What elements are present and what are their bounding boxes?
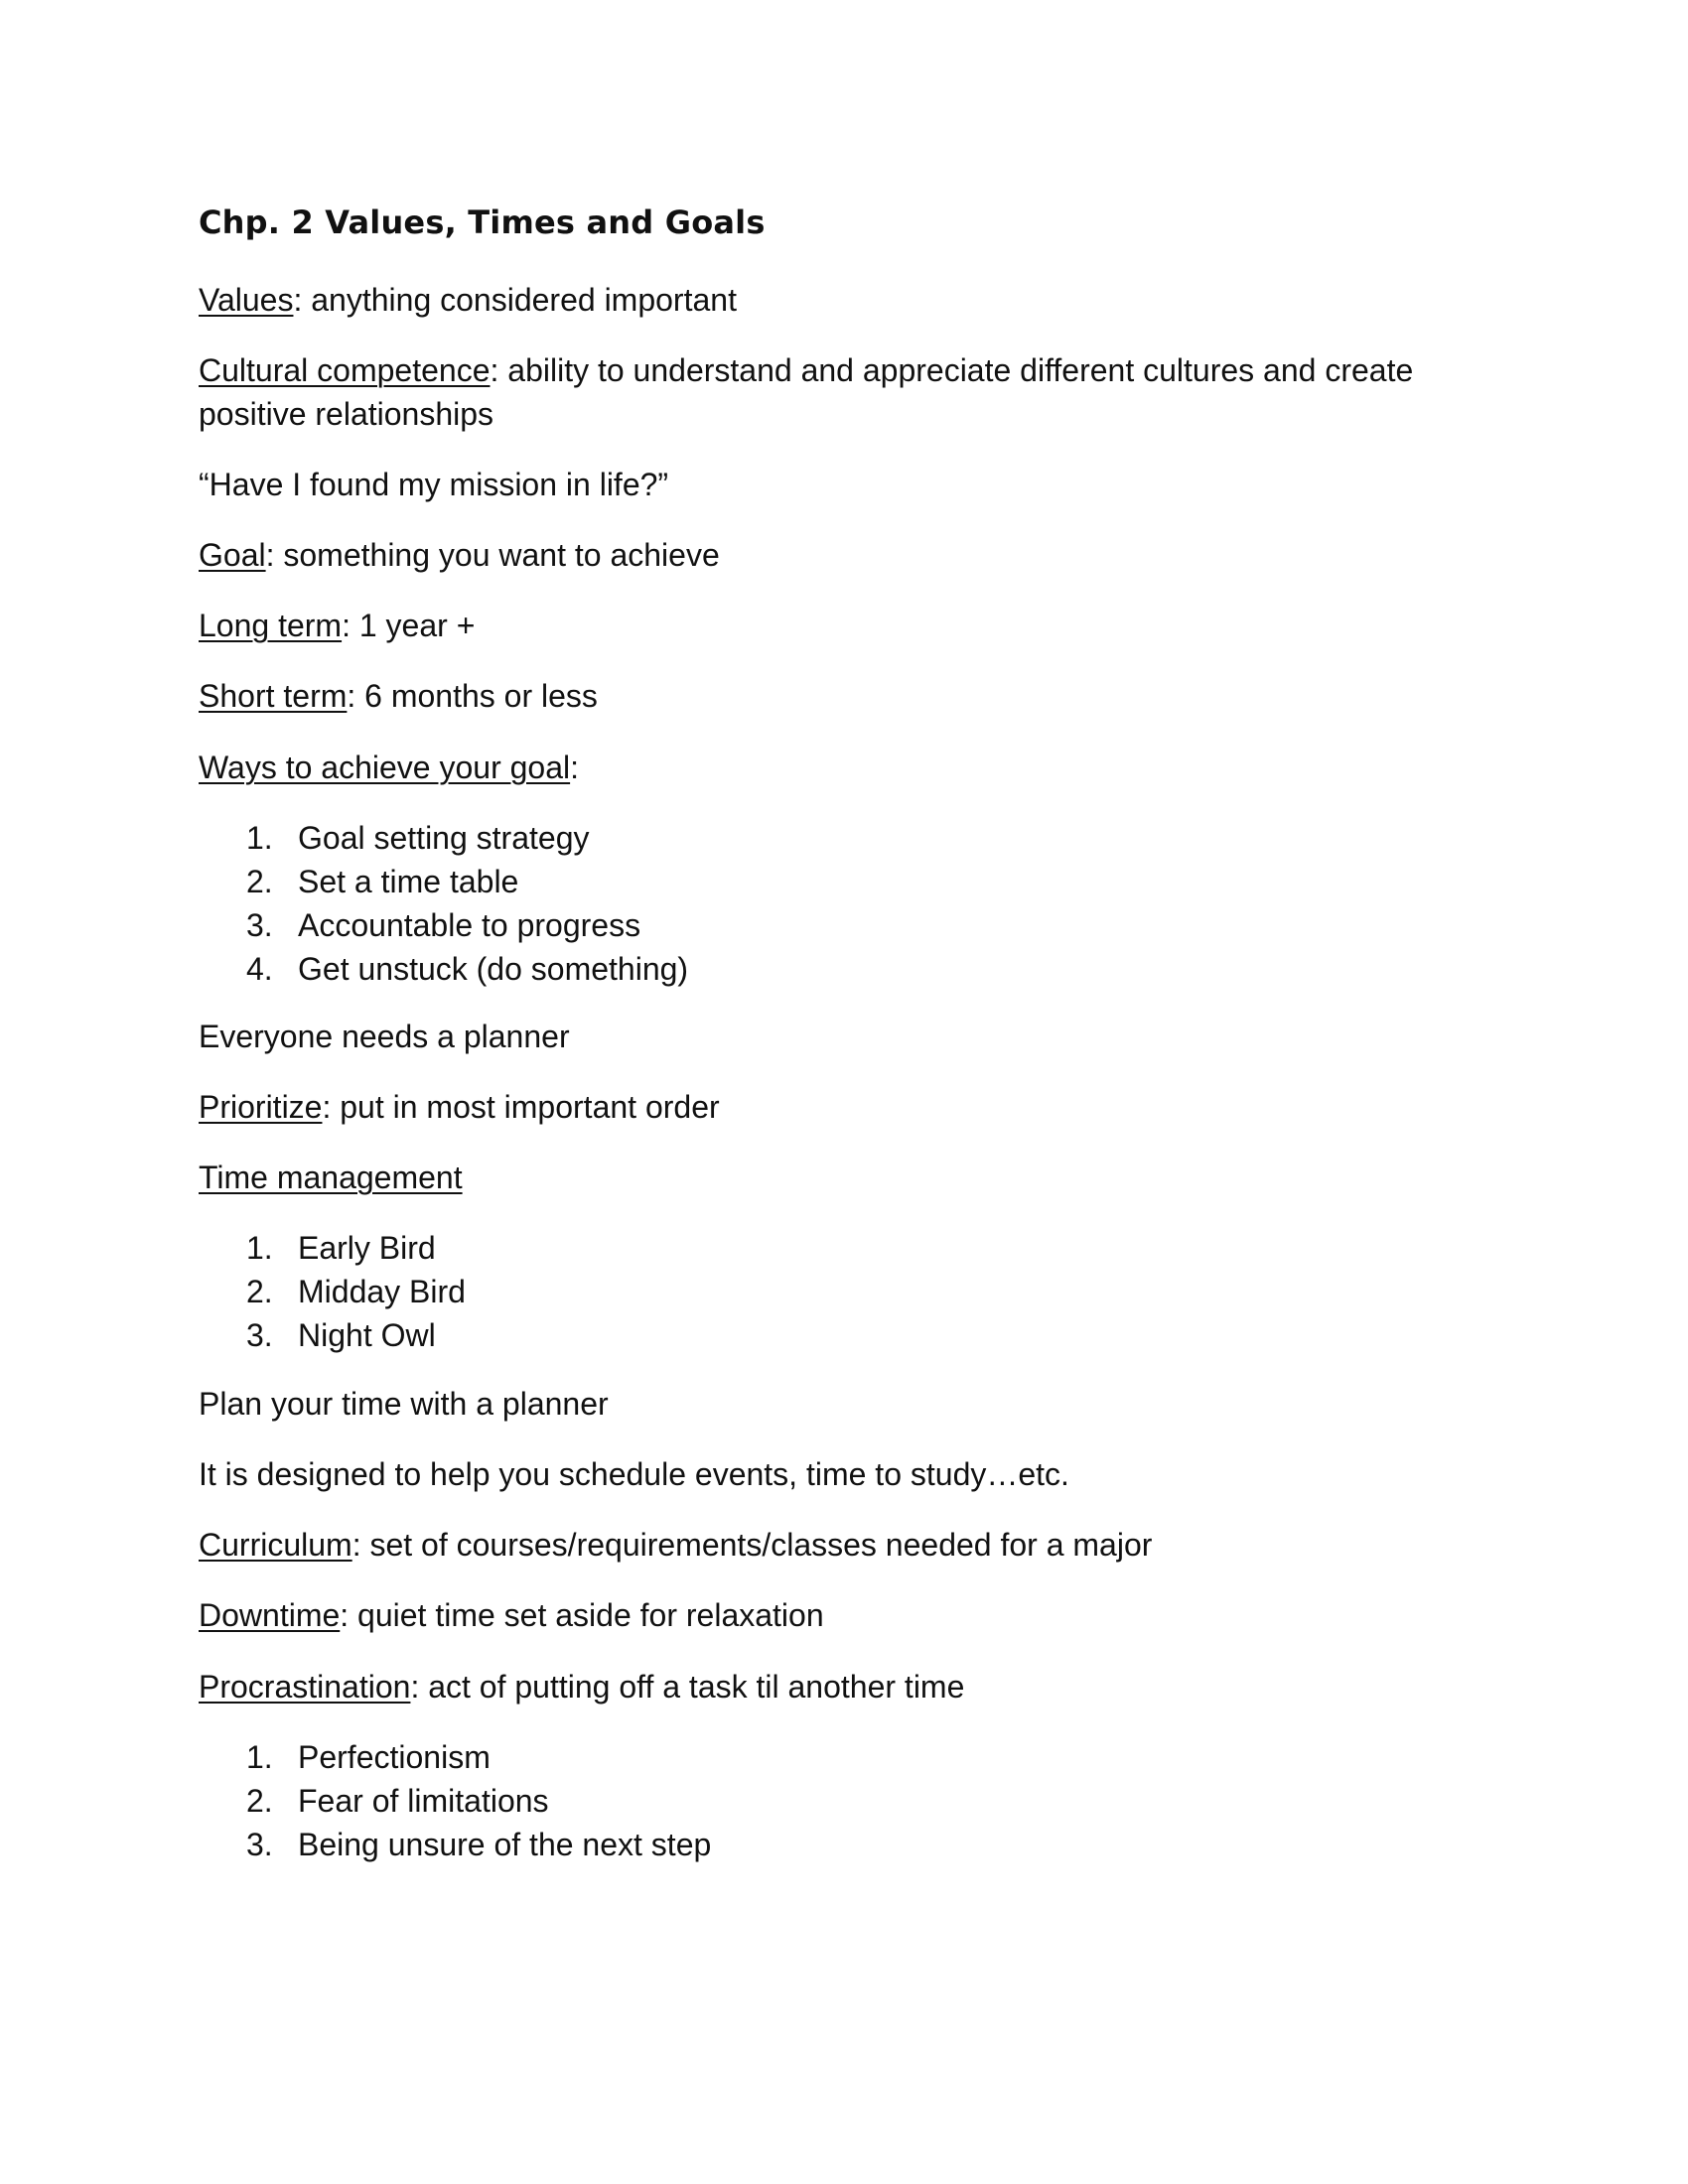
- list-text: Goal setting strategy: [298, 820, 590, 856]
- list-number: 1.: [246, 1739, 273, 1775]
- definition-curriculum: [199, 1523, 1152, 1567]
- ways-list: [246, 816, 688, 991]
- list-text: Night Owl: [298, 1317, 436, 1353]
- def-goal: : something you want to achieve: [265, 537, 720, 573]
- term-prioritize: Prioritize: [199, 1089, 323, 1125]
- list-number: 2.: [246, 864, 273, 899]
- definition-cultural-competence: [199, 348, 1489, 436]
- def-downtime: : quiet time set aside for relaxation: [340, 1597, 824, 1633]
- term-long-term: Long term: [199, 608, 343, 643]
- list-item: [246, 860, 688, 903]
- planner-note: Everyone needs a planner: [199, 1019, 570, 1054]
- list-item: [246, 1270, 466, 1313]
- definition-short-term: [199, 674, 598, 718]
- list-item: [246, 1313, 466, 1357]
- definition-goal: [199, 533, 720, 577]
- term-cultural-competence: Cultural competence: [199, 352, 491, 388]
- list-text: Set a time table: [298, 864, 519, 899]
- def-values: : anything considered important: [293, 282, 737, 318]
- time-management-list: [246, 1226, 466, 1357]
- list-number: 2.: [246, 1783, 273, 1819]
- term-ways-to-achieve: Ways to achieve your goal: [199, 750, 571, 785]
- list-number: 3.: [246, 1827, 273, 1862]
- term-procrastination: Procrastination: [199, 1669, 411, 1705]
- definition-prioritize: [199, 1085, 720, 1129]
- list-text: Get unstuck (do something): [298, 951, 689, 987]
- ways-colon: :: [570, 750, 579, 785]
- list-number: 1.: [246, 820, 273, 856]
- def-long-term: : 1 year +: [342, 608, 476, 643]
- definition-long-term: [199, 604, 475, 647]
- definition-downtime: [199, 1593, 824, 1637]
- page-title: Chp. 2 Values, Times and Goals: [199, 204, 766, 241]
- list-number: 4.: [246, 951, 273, 987]
- list-text: Fear of limitations: [298, 1783, 549, 1819]
- def-procrastination: : act of putting off a task til another time: [410, 1669, 965, 1705]
- def-prioritize: : put in most important order: [322, 1089, 720, 1125]
- list-item: [246, 1779, 711, 1823]
- list-number: 3.: [246, 1317, 273, 1353]
- def-cultural-competence: : ability to understand and appreciate different cultures and create positive relationships: [199, 352, 1414, 432]
- list-number: 1.: [246, 1230, 273, 1266]
- term-short-term: Short term: [199, 678, 348, 714]
- list-text: Being unsure of the next step: [298, 1827, 712, 1862]
- list-text: Midday Bird: [298, 1274, 466, 1309]
- definition-values: [199, 278, 737, 322]
- list-text: Early Bird: [298, 1230, 436, 1266]
- list-item: [246, 1823, 711, 1866]
- list-item: [246, 903, 688, 947]
- mission-quote: “Have I found my mission in life?”: [199, 467, 669, 502]
- heading-ways-to-achieve: [199, 746, 579, 789]
- list-item: [246, 947, 688, 991]
- term-curriculum: Curriculum: [199, 1527, 352, 1563]
- list-text: Perfectionism: [298, 1739, 491, 1775]
- list-item: [246, 1735, 711, 1779]
- definition-procrastination: [199, 1665, 964, 1708]
- term-downtime: Downtime: [199, 1597, 341, 1633]
- def-short-term: : 6 months or less: [347, 678, 598, 714]
- plan-time-note: Plan your time with a planner: [199, 1386, 609, 1422]
- list-item: [246, 1226, 466, 1270]
- term-values: Values: [199, 282, 294, 318]
- designed-note: It is designed to help you schedule events, time to study…etc.: [199, 1456, 1069, 1492]
- term-time-management: Time management: [199, 1160, 463, 1195]
- list-number: 2.: [246, 1274, 273, 1309]
- def-curriculum: : set of courses/requirements/classes needed for a major: [352, 1527, 1153, 1563]
- list-number: 3.: [246, 907, 273, 943]
- document-page: [199, 0, 1489, 2184]
- list-text: Accountable to progress: [298, 907, 641, 943]
- procrastination-list: [246, 1735, 711, 1866]
- term-goal: Goal: [199, 537, 266, 573]
- list-item: [246, 816, 688, 860]
- heading-time-management: [199, 1156, 463, 1199]
